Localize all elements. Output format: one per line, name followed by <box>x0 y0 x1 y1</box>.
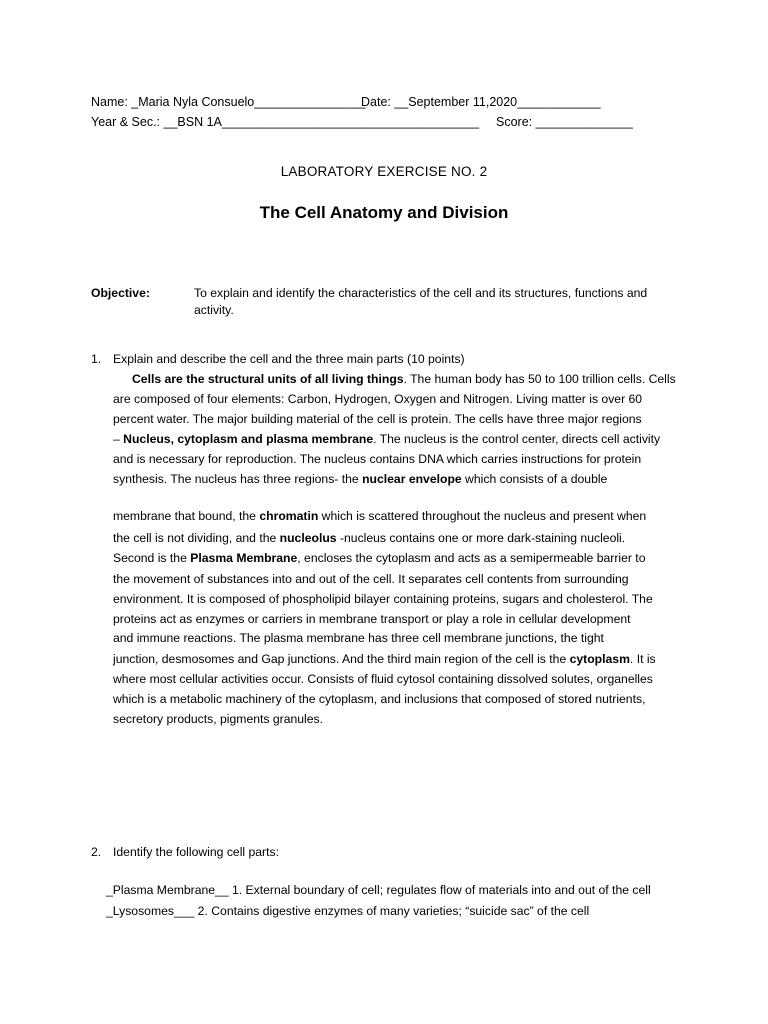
q1-answer-line: environment. It is composed of phospholipid bilayer containing proteins, sugars and cholesterol. The <box>113 592 653 606</box>
q1-answer-line: synthesis. The nucleus has three regions- the nuclear envelope which consists of a double <box>113 472 608 486</box>
q1-answer-line: which is a metabolic machinery of the cytoplasm, and inclusions that composed of stored nutrients, <box>113 692 646 706</box>
q1-answer-line: and immune reactions. The plasma membrane has three cell membrane junctions, the tight <box>113 631 604 645</box>
q1-answer-line: percent water. The major building material of the cell is protein. The cells have three major regions <box>113 412 642 426</box>
date-field: Date: __September 11,2020____________ <box>361 95 601 109</box>
q1-answer-line: the movement of substances into and out of the cell. It separates cell contents from surrounding <box>113 572 629 586</box>
q1-answer-line: are composed of four elements: Carbon, Hydrogen, Oxygen and Nitrogen. Living matter is over 60 <box>113 392 643 406</box>
q2-item: _Plasma Membrane__ 1. External boundary of cell; regulates flow of materials into and out of the cell <box>106 883 651 897</box>
name-field: Name: _Maria Nyla Consuelo________________ <box>91 95 366 109</box>
q1-answer-line: proteins act as enzymes or carriers in membrane transport or play a role in cellular development <box>113 612 631 626</box>
q1-answer-line: Cells are the structural units of all living things. The human body has 50 to 100 trillion cells. Cells <box>132 372 676 386</box>
objective-text-line-2: activity. <box>194 303 234 317</box>
q1-answer-line: Second is the Plasma Membrane, encloses the cytoplasm and acts as a semipermeable barrier to <box>113 551 646 565</box>
q2-prompt: Identify the following cell parts: <box>113 845 279 859</box>
q1-answer-line: – Nucleus, cytoplasm and plasma membrane. The nucleus is the control center, directs cell activity <box>113 432 661 446</box>
objective-label: Objective: <box>91 286 150 300</box>
page-title: The Cell Anatomy and Division <box>259 203 509 222</box>
q2-number: 2. <box>91 845 102 859</box>
score-field: Score: ______________ <box>496 115 633 129</box>
exercise-label: LABORATORY EXERCISE NO. 2 <box>280 164 488 179</box>
q1-answer-line: the cell is not dividing, and the nucleolus -nucleus contains one or more dark-staining nucleoli. <box>113 531 626 545</box>
q1-answer-line: secretory products, pigments granules. <box>113 712 323 726</box>
q1-answer-line: membrane that bound, the chromatin which is scattered throughout the nucleus and present when <box>113 509 647 523</box>
q1-answer-line: and is necessary for reproduction. The nucleus contains DNA which carries instructions for protein <box>113 452 642 466</box>
objective-text-line-1: To explain and identify the characteristics of the cell and its structures, functions and <box>194 286 648 300</box>
q1-answer-line: where most cellular activities occur. Consists of fluid cytosol containing dissolved solutes, organelles <box>113 672 653 686</box>
q1-answer-line: junction, desmosomes and Gap junctions. And the third main region of the cell is the cytoplasm. It is <box>113 652 656 666</box>
q2-item: _Lysosomes___ 2. Contains digestive enzymes of many varieties; “suicide sac” of the cell <box>106 904 590 918</box>
year-section-field: Year & Sec.: __BSN 1A_____________________________________ <box>91 115 480 129</box>
q1-number: 1. <box>91 352 102 366</box>
q1-prompt: Explain and describe the cell and the three main parts (10 points) <box>113 352 465 366</box>
